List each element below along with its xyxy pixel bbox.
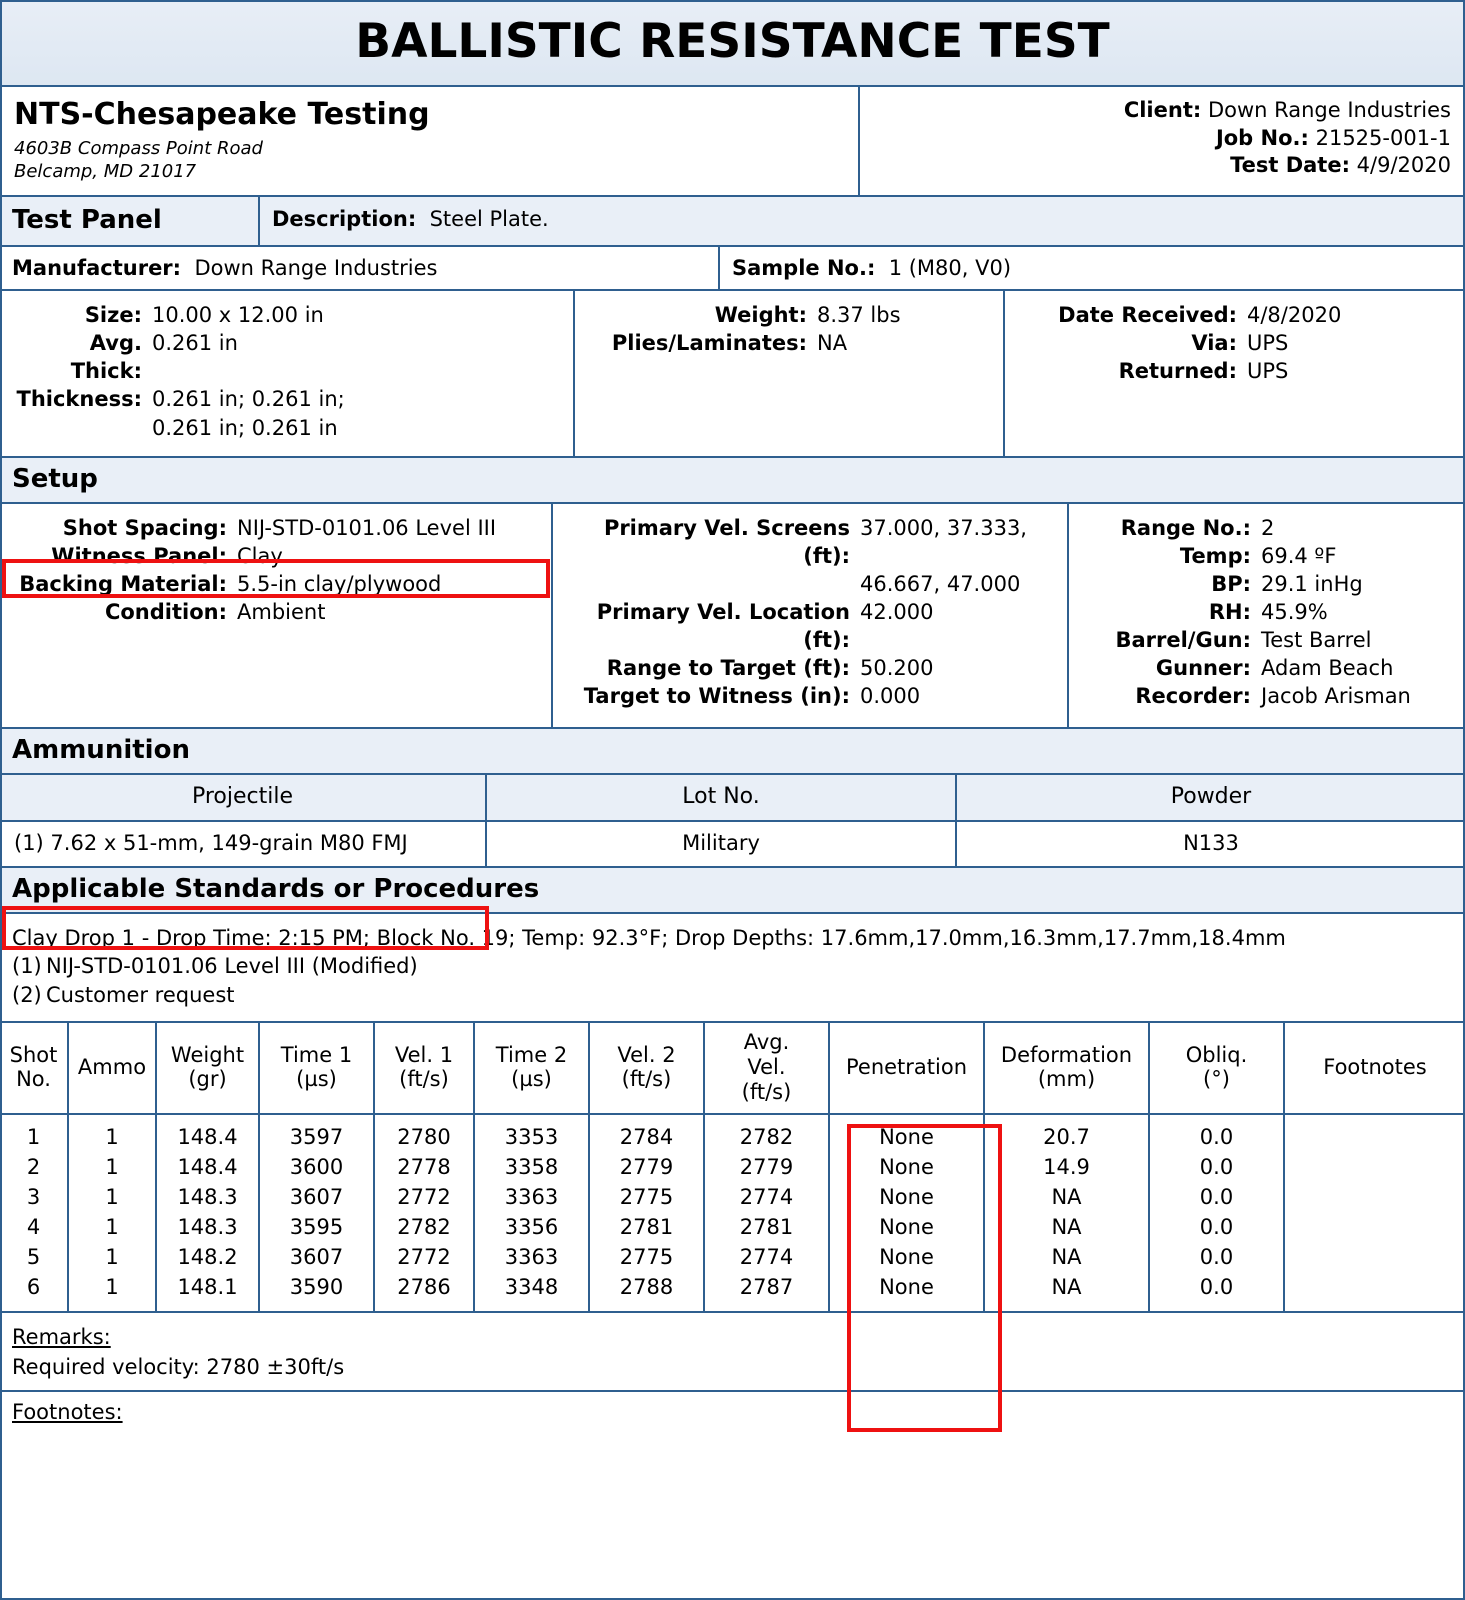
cell-avg-vel: 2781	[704, 1212, 829, 1242]
setup-value: 46.667, 47.000	[860, 571, 1021, 596]
cell-penetration: None	[829, 1212, 984, 1242]
th-deformation: Deformation (mm)	[984, 1023, 1149, 1114]
cell-time-1: 3595	[259, 1212, 374, 1242]
cell-deformation: NA	[984, 1242, 1149, 1272]
standards-line: Clay Drop 1 - Drop Time: 2:15 PM; Block No. 19; Temp: 92.3°F; Drop Depths: 17.6mm,17.0mm,16.3mm,17.7mm,18.4mm	[12, 925, 1286, 950]
spec-value: 0.261 in; 0.261 in;	[152, 387, 345, 412]
cell-vel-1: 2778	[374, 1152, 474, 1182]
client-value: Down Range Industries	[1207, 98, 1451, 122]
cell-obliquity: 0.0	[1149, 1182, 1284, 1212]
shot-table-wrapper	[0, 1021, 1465, 1313]
cell-time-1: 3597	[259, 1114, 374, 1152]
report-title-bar	[0, 0, 1465, 87]
ammo-lot-value: Military	[487, 822, 957, 866]
footnotes-section	[0, 1390, 1465, 1438]
setup-col1	[0, 504, 553, 727]
description-label: Description:	[272, 207, 417, 231]
setup-col3	[1069, 504, 1465, 727]
manufacturer-value: Down Range Industries	[194, 256, 438, 280]
cell-time-1: 3600	[259, 1152, 374, 1182]
cell-obliquity: 0.0	[1149, 1114, 1284, 1152]
spec-key: Via:	[1191, 331, 1237, 356]
cell-footnotes	[1284, 1114, 1465, 1152]
cell-ammo: 1	[68, 1242, 156, 1272]
cell-ammo: 1	[68, 1212, 156, 1242]
th-time-1: Time 1 (µs)	[259, 1023, 374, 1114]
th-ammo: Ammo	[68, 1023, 156, 1114]
spec-key: Thickness:	[16, 387, 142, 412]
setup-col2	[553, 504, 1069, 727]
setup-value: 0.000	[860, 684, 921, 709]
spec-value: 10.00 x 12.00 in	[152, 303, 324, 327]
cell-weight: 148.1	[156, 1272, 259, 1311]
cell-weight: 148.3	[156, 1182, 259, 1212]
client-row	[874, 97, 1451, 125]
panel-specs-col2	[575, 291, 1005, 456]
setup-key: Condition:	[104, 600, 227, 624]
th-footnotes: Footnotes	[1284, 1023, 1465, 1114]
setup-value: 2	[1261, 515, 1275, 540]
cell-deformation: 20.7	[984, 1114, 1149, 1152]
setup-value: Test Barrel	[1261, 628, 1372, 653]
setup-key: Recorder:	[1135, 684, 1251, 709]
cell-shot-no: 5	[0, 1242, 68, 1272]
setup-key: Temp:	[1179, 543, 1251, 568]
cell-footnotes	[1284, 1272, 1465, 1311]
setup-value: 50.200	[860, 656, 934, 681]
cell-penetration: None	[829, 1114, 984, 1152]
remarks-text: Required velocity: 2780 ±30ft/s	[12, 1354, 345, 1379]
spec-value: UPS	[1247, 359, 1289, 384]
cell-penetration: None	[829, 1242, 984, 1272]
report-header	[0, 87, 1465, 197]
cell-time-1: 3607	[259, 1182, 374, 1212]
cell-vel-2: 2784	[589, 1114, 704, 1152]
cell-weight: 148.4	[156, 1114, 259, 1152]
test-panel-description	[260, 197, 1465, 245]
table-row	[0, 1182, 1465, 1212]
spec-key: Date Received:	[1058, 303, 1237, 327]
table-row	[0, 1272, 1465, 1311]
manufacturer-sample-row	[0, 247, 1465, 291]
setup-key: Backing Material:	[19, 571, 227, 596]
ammo-powder-value: N133	[1183, 830, 1239, 855]
cell-vel-2: 2775	[589, 1182, 704, 1212]
spec-key: Size:	[84, 303, 142, 327]
sample-cell	[720, 247, 1465, 289]
setup-key: RH:	[1208, 600, 1251, 624]
description-value: Steel Plate.	[429, 207, 549, 231]
shot-data-table	[0, 1023, 1465, 1311]
spec-value: 0.261 in; 0.261 in	[152, 415, 338, 440]
th-obliquity: Obliq. (°)	[1149, 1023, 1284, 1114]
spec-value: UPS	[1247, 331, 1289, 356]
manufacturer-label: Manufacturer:	[12, 256, 182, 280]
cell-footnotes	[1284, 1182, 1465, 1212]
setup-value: 5.5-in clay/plywood	[237, 571, 442, 596]
spec-key: Plies/Laminates:	[611, 331, 807, 356]
setup-value: Adam Beach	[1261, 656, 1394, 681]
cell-ammo: 1	[68, 1114, 156, 1152]
spec-key: Avg. Thick:	[70, 331, 142, 384]
setup-value: 42.000	[860, 600, 934, 624]
cell-deformation: NA	[984, 1272, 1149, 1311]
cell-vel-2: 2775	[589, 1242, 704, 1272]
cell-vel-1: 2780	[374, 1114, 474, 1152]
spec-value: 0.261 in	[152, 331, 238, 356]
job-label: Job No.:	[1215, 125, 1309, 150]
cell-time-2: 3363	[474, 1182, 589, 1212]
setup-value: NIJ-STD-0101.06 Level III	[237, 515, 497, 540]
ammo-col-lot: Lot No.	[487, 775, 957, 820]
cell-deformation: 14.9	[984, 1152, 1149, 1182]
setup-key: Barrel/Gun:	[1115, 628, 1251, 653]
sample-value: 1 (M80, V0)	[888, 256, 1012, 280]
test-date-row	[874, 152, 1451, 180]
cell-vel-1: 2786	[374, 1272, 474, 1311]
cell-avg-vel: 2779	[704, 1152, 829, 1182]
th-weight: Weight (gr)	[156, 1023, 259, 1114]
setup-value: 29.1 inHg	[1261, 571, 1363, 596]
th-time-2: Time 2 (µs)	[474, 1023, 589, 1114]
remarks-section	[0, 1313, 1465, 1390]
table-row	[0, 1152, 1465, 1182]
lab-address-line2: Belcamp, MD 21017	[14, 160, 197, 182]
cell-penetration: None	[829, 1272, 984, 1311]
ammo-col-projectile: Projectile	[0, 775, 487, 820]
cell-time-1: 3607	[259, 1242, 374, 1272]
test-date-value: 4/9/2020	[1356, 153, 1451, 178]
setup-key: Primary Vel. Location (ft):	[596, 600, 850, 653]
cell-ammo: 1	[68, 1152, 156, 1182]
setup-key: Gunner:	[1155, 656, 1251, 681]
spec-key: Returned:	[1118, 359, 1237, 384]
cell-time-2: 3358	[474, 1152, 589, 1182]
setup-value: Ambient	[237, 600, 326, 624]
setup-value: 69.4 ºF	[1261, 543, 1337, 568]
footnotes-heading: Footnotes:	[12, 1400, 123, 1425]
job-row	[874, 125, 1451, 153]
cell-vel-2: 2788	[589, 1272, 704, 1311]
table-row	[0, 1242, 1465, 1272]
client-label: Client:	[1123, 98, 1202, 122]
cell-deformation: NA	[984, 1212, 1149, 1242]
ammo-col-powder: Powder	[1170, 783, 1252, 809]
page-title: BALLISTIC RESISTANCE TEST	[355, 14, 1110, 69]
cell-vel-2: 2781	[589, 1212, 704, 1242]
setup-key: BP:	[1211, 571, 1251, 596]
cell-avg-vel: 2782	[704, 1114, 829, 1152]
cell-footnotes	[1284, 1152, 1465, 1182]
th-avg-vel: Avg. Vel. (ft/s)	[704, 1023, 829, 1114]
setup-heading: Setup	[0, 458, 1465, 504]
test-panel-section-header	[0, 197, 1465, 247]
cell-obliquity: 0.0	[1149, 1242, 1284, 1272]
setup-value: Clay	[237, 543, 283, 568]
cell-time-2: 3363	[474, 1242, 589, 1272]
table-row	[0, 1114, 1465, 1152]
cell-vel-1: 2772	[374, 1242, 474, 1272]
setup-key	[565, 570, 860, 598]
spec-key: Weight:	[714, 303, 807, 327]
setup-value: 45.9%	[1261, 600, 1328, 624]
setup-key: Range to Target (ft):	[606, 656, 850, 681]
cell-footnotes	[1284, 1212, 1465, 1242]
test-date-label: Test Date:	[1230, 153, 1350, 178]
panel-specs-col3	[1005, 291, 1465, 456]
cell-shot-no: 1	[0, 1114, 68, 1152]
cell-shot-no: 2	[0, 1152, 68, 1182]
cell-weight: 148.3	[156, 1212, 259, 1242]
cell-time-2: 3356	[474, 1212, 589, 1242]
sample-label: Sample No.:	[732, 256, 876, 280]
th-penetration: Penetration	[829, 1023, 984, 1114]
shot-table-header-row	[0, 1023, 1465, 1114]
cell-avg-vel: 2774	[704, 1182, 829, 1212]
cell-shot-no: 6	[0, 1272, 68, 1311]
th-shot-no: Shot No.	[0, 1023, 68, 1114]
setup-value: Jacob Arisman	[1261, 684, 1411, 709]
setup-value: 37.000, 37.333,	[860, 515, 1027, 540]
cell-weight: 148.2	[156, 1242, 259, 1272]
setup-key: Target to Witness (in):	[583, 684, 850, 709]
spec-key	[12, 414, 152, 442]
standards-heading: Applicable Standards or Procedures	[0, 868, 1465, 914]
ammunition-table-row	[0, 822, 1465, 868]
remarks-heading: Remarks:	[12, 1325, 111, 1350]
cell-time-1: 3590	[259, 1272, 374, 1311]
cell-obliquity: 0.0	[1149, 1152, 1284, 1182]
standards-item-text: NIJ-STD-0101.06 Level III (Modified)	[46, 954, 418, 979]
cell-obliquity: 0.0	[1149, 1272, 1284, 1311]
lab-address-line1: 4603B Compass Point Road	[14, 138, 263, 159]
cell-vel-2: 2779	[589, 1152, 704, 1182]
th-vel-2: Vel. 2 (ft/s)	[589, 1023, 704, 1114]
setup-key: Primary Vel. Screens (ft):	[603, 515, 850, 568]
test-panel-heading: Test Panel	[0, 197, 260, 245]
setup-key: Range No.:	[1120, 515, 1251, 540]
standards-item-number: (2)	[12, 982, 42, 1007]
ammunition-heading: Ammunition	[0, 729, 1465, 775]
job-value: 21525-001-1	[1315, 125, 1451, 150]
standards-item-text: Customer request	[46, 982, 235, 1007]
cell-avg-vel: 2787	[704, 1272, 829, 1311]
setup-key: Shot Spacing:	[62, 515, 227, 540]
spec-value: 8.37 lbs	[817, 303, 901, 327]
cell-obliquity: 0.0	[1149, 1212, 1284, 1242]
standards-item-number: (1)	[12, 954, 42, 979]
cell-time-2: 3348	[474, 1272, 589, 1311]
setup-key: Witness Panel:	[51, 543, 227, 568]
manufacturer-cell	[0, 247, 720, 289]
ammunition-table-header	[0, 775, 1465, 822]
spec-value: NA	[817, 331, 848, 356]
cell-shot-no: 4	[0, 1212, 68, 1242]
cell-time-2: 3353	[474, 1114, 589, 1152]
lab-name: NTS-Chesapeake Testing	[14, 97, 430, 132]
ammo-projectile-value: (1) 7.62 x 51-mm, 149-grain M80 FMJ	[0, 822, 487, 866]
client-info	[860, 87, 1465, 195]
setup-section	[0, 504, 1465, 729]
th-vel-1: Vel. 1 (ft/s)	[374, 1023, 474, 1114]
panel-specs	[0, 291, 1465, 458]
table-row	[0, 1212, 1465, 1242]
cell-shot-no: 3	[0, 1182, 68, 1212]
cell-footnotes	[1284, 1242, 1465, 1272]
spec-value: 4/8/2020	[1247, 303, 1342, 327]
cell-avg-vel: 2774	[704, 1242, 829, 1272]
cell-penetration: None	[829, 1182, 984, 1212]
cell-penetration: None	[829, 1152, 984, 1182]
cell-vel-1: 2782	[374, 1212, 474, 1242]
cell-weight: 148.4	[156, 1152, 259, 1182]
cell-ammo: 1	[68, 1182, 156, 1212]
lab-info	[0, 87, 860, 195]
cell-ammo: 1	[68, 1272, 156, 1311]
standards-body	[0, 914, 1465, 1022]
cell-vel-1: 2772	[374, 1182, 474, 1212]
cell-deformation: NA	[984, 1182, 1149, 1212]
panel-specs-col1	[0, 291, 575, 456]
